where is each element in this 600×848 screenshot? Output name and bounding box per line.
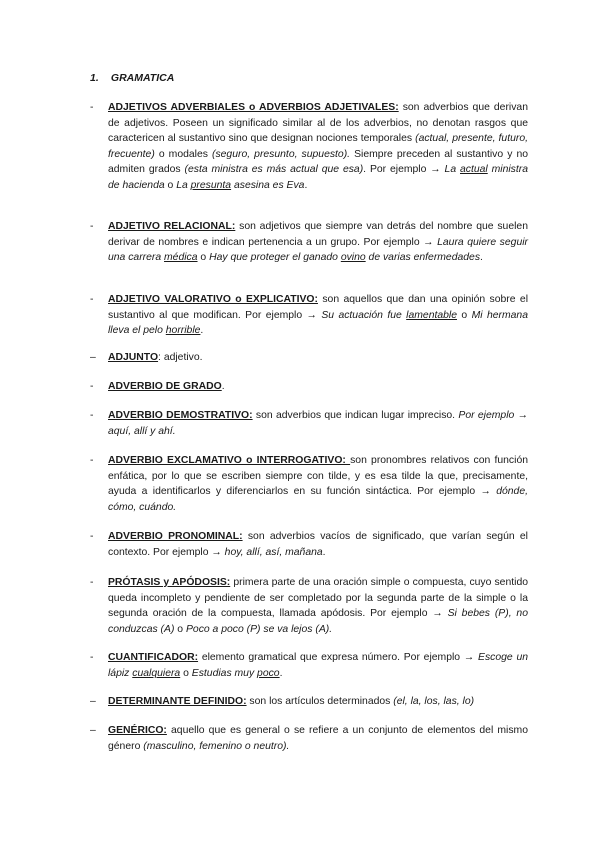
example-text: (seguro, presunto, supuesto). xyxy=(212,148,351,160)
term-label: ADVERBIO DEMOSTRATIVO: xyxy=(108,410,253,421)
highlighted-word: ovino xyxy=(340,252,366,264)
section-heading xyxy=(90,72,174,84)
entry-text xyxy=(108,529,528,560)
entry-determinante-definido xyxy=(90,694,528,710)
bullet-dash: - xyxy=(90,531,94,542)
highlighted-word: horrible xyxy=(165,325,201,337)
example-text: La xyxy=(444,164,460,176)
definition-text: : adjetivo. xyxy=(158,352,203,363)
term-label: ADJETIVOS ADVERBIALES o ADVERBIOS ADJETIVALES: xyxy=(108,102,399,113)
term-label: ADVERBIO EXCLAMATIVO o INTERROGATIVO: xyxy=(108,455,351,466)
definition-text: son adjetivos que siempre van detrás del nombre que suelen derivar de nombres e indican pertenencia a un grupo. Por ejemplo → xyxy=(108,221,528,248)
term-label: PRÓTASIS y APÓDOSIS: xyxy=(108,577,231,588)
definition-text: son los artículos determinados xyxy=(246,696,394,707)
entry-text xyxy=(108,350,528,366)
entry-text xyxy=(108,575,528,637)
term-label: ADJETIVO RELACIONAL: xyxy=(108,221,236,232)
term-label: ADJUNTO xyxy=(108,352,159,363)
entry-text xyxy=(108,650,528,681)
entry-text xyxy=(108,723,528,754)
example-text: Laura quiere seguir una carrera xyxy=(108,236,528,264)
entry-adverbio-exclamativo xyxy=(90,453,528,515)
example-text: (esta ministra es más actual que esa) xyxy=(184,164,364,176)
definition-text: Siempre preceden al sustantivo y no admiten grados xyxy=(108,148,528,176)
example-text: Poco a poco (P) se va lejos (A). xyxy=(185,623,333,635)
bullet-dash: – xyxy=(90,352,96,363)
entry-adjunto xyxy=(90,350,528,366)
bullet-dash: - xyxy=(90,381,94,392)
example-text: dónde, cómo, cuándo. xyxy=(108,486,528,513)
entry-cuantificador xyxy=(90,650,528,681)
example-text: de varias enfermedades xyxy=(365,252,481,264)
entry-generico xyxy=(90,723,528,754)
example-text: Escoge un lápiz xyxy=(108,652,528,679)
term-label: ADJETIVO VALORATIVO o EXPLICATIVO: xyxy=(108,294,318,305)
definition-text: . xyxy=(304,179,308,191)
highlighted-word: médica xyxy=(164,252,198,264)
definition-text: o modales xyxy=(154,148,212,160)
definition-text: o xyxy=(174,623,186,635)
entry-text xyxy=(108,408,528,439)
bullet-dash: - xyxy=(90,455,94,466)
definition-text: son aquellos que dan una opinión sobre el sustantivo al que modifican. Por ejemplo → xyxy=(108,294,528,321)
entry-text xyxy=(108,379,528,395)
example-text: La xyxy=(176,179,191,191)
highlighted-word: actual xyxy=(460,164,488,176)
bullet-dash: - xyxy=(90,294,94,305)
example-text: Estudias muy xyxy=(191,667,258,679)
entry-text xyxy=(108,219,528,266)
term-label: GENÉRICO: xyxy=(108,725,167,736)
entry-text xyxy=(108,694,528,710)
definition-text: o xyxy=(164,179,177,191)
entry-adverbio-demostrativo xyxy=(90,408,528,439)
section-title: GRAMATICA xyxy=(110,72,175,84)
entry-protasis-apodosis xyxy=(90,575,528,637)
definition-text: o xyxy=(457,309,472,321)
definition-text: . xyxy=(200,325,204,337)
bullet-dash: – xyxy=(90,696,96,707)
bullet-dash: - xyxy=(90,410,94,421)
entry-adverbio-de-grado xyxy=(90,379,528,395)
definition-text: . xyxy=(322,546,326,558)
entry-text xyxy=(108,100,528,194)
example-text: Si bebes (P), no conduzcas (A) xyxy=(108,608,528,635)
entry-adjetivos-adverbiales xyxy=(90,100,528,194)
entry-adjetivo-valorativo xyxy=(90,292,528,339)
definition-text: o xyxy=(197,252,210,264)
example-text: (el, la, los, las, lo) xyxy=(393,696,475,707)
example-text: hoy, allí, así, mañana xyxy=(224,546,323,558)
definition-text: son adverbios que indican lugar impreciso. xyxy=(252,410,459,421)
bullet-dash: - xyxy=(90,102,94,113)
definition-text: . xyxy=(480,252,483,264)
term-label: ADVERBIO DE GRADO xyxy=(108,381,222,392)
highlighted-word: poco xyxy=(257,667,280,679)
entry-text xyxy=(108,453,528,515)
bullet-dash: – xyxy=(90,725,96,736)
term-label: DETERMINANTE DEFINIDO: xyxy=(108,696,247,707)
definition-text: elemento gramatical que expresa número. Por ejemplo → xyxy=(198,652,479,663)
highlighted-word: cualquiera xyxy=(132,667,181,679)
definition-text: . xyxy=(279,667,283,679)
example-text: ministra de hacienda xyxy=(108,164,528,191)
bullet-dash: - xyxy=(90,652,94,663)
definition-text: primera parte de una oración simple o compuesta, cuyo sentido queda incompleto y pendiente de ser completado por la segunda parte de la simple o la segunda oración de la compuesta, llamada apódosis. Por ejemplo → xyxy=(108,577,528,620)
definition-text: son adverbios vacíos de significado, que varían según el contexto. Por ejemplo → xyxy=(108,531,528,558)
definition-text: . xyxy=(221,381,225,392)
entry-adverbio-pronominal xyxy=(90,529,528,560)
example-text: (actual, presente, futuro, frecuente) xyxy=(108,133,528,160)
entry-adjetivo-relacional xyxy=(90,219,528,266)
bullet-dash: - xyxy=(90,577,94,588)
example-text: Su actuación fue xyxy=(321,309,407,321)
example-text: (masculino, femenino o neutro). xyxy=(143,740,290,752)
example-text: Mi hermana lleva el pelo xyxy=(108,309,528,337)
example-text: Por ejemplo → aquí, allí y ahí. xyxy=(108,410,529,437)
definition-text: aquello que es general o se refiere a un conjunto de elementos del mismo género xyxy=(108,725,528,752)
example-text: asesina es Eva xyxy=(231,179,305,191)
bullet-dash: - xyxy=(90,221,94,232)
example-text: Hay que proteger el ganado xyxy=(209,252,341,264)
highlighted-word: presunta xyxy=(190,179,232,191)
definition-text: son adverbios que derivan de adjetivos. Poseen un significado similar al de los adverbios, no denotan rasgos que caractericen al sustantivo sino que designan nociones temporales xyxy=(108,102,528,145)
highlighted-word: lamentable xyxy=(406,309,458,321)
definition-text: son pronombres relativos con función enfática, por lo que se escriben siempre con tilde, y es esa tilde la que, precisamente, ayuda a identificarlos y diferenciarlos en su función sintáctica. Por ejemplo → xyxy=(108,455,528,498)
section-number: 1. xyxy=(90,72,99,84)
term-label: CUANTIFICADOR: xyxy=(108,652,199,663)
term-label: ADVERBIO PRONOMINAL: xyxy=(108,531,243,542)
definition-text: o xyxy=(180,667,192,679)
entry-text xyxy=(108,292,528,339)
definition-text: . Por ejemplo → xyxy=(363,164,445,176)
